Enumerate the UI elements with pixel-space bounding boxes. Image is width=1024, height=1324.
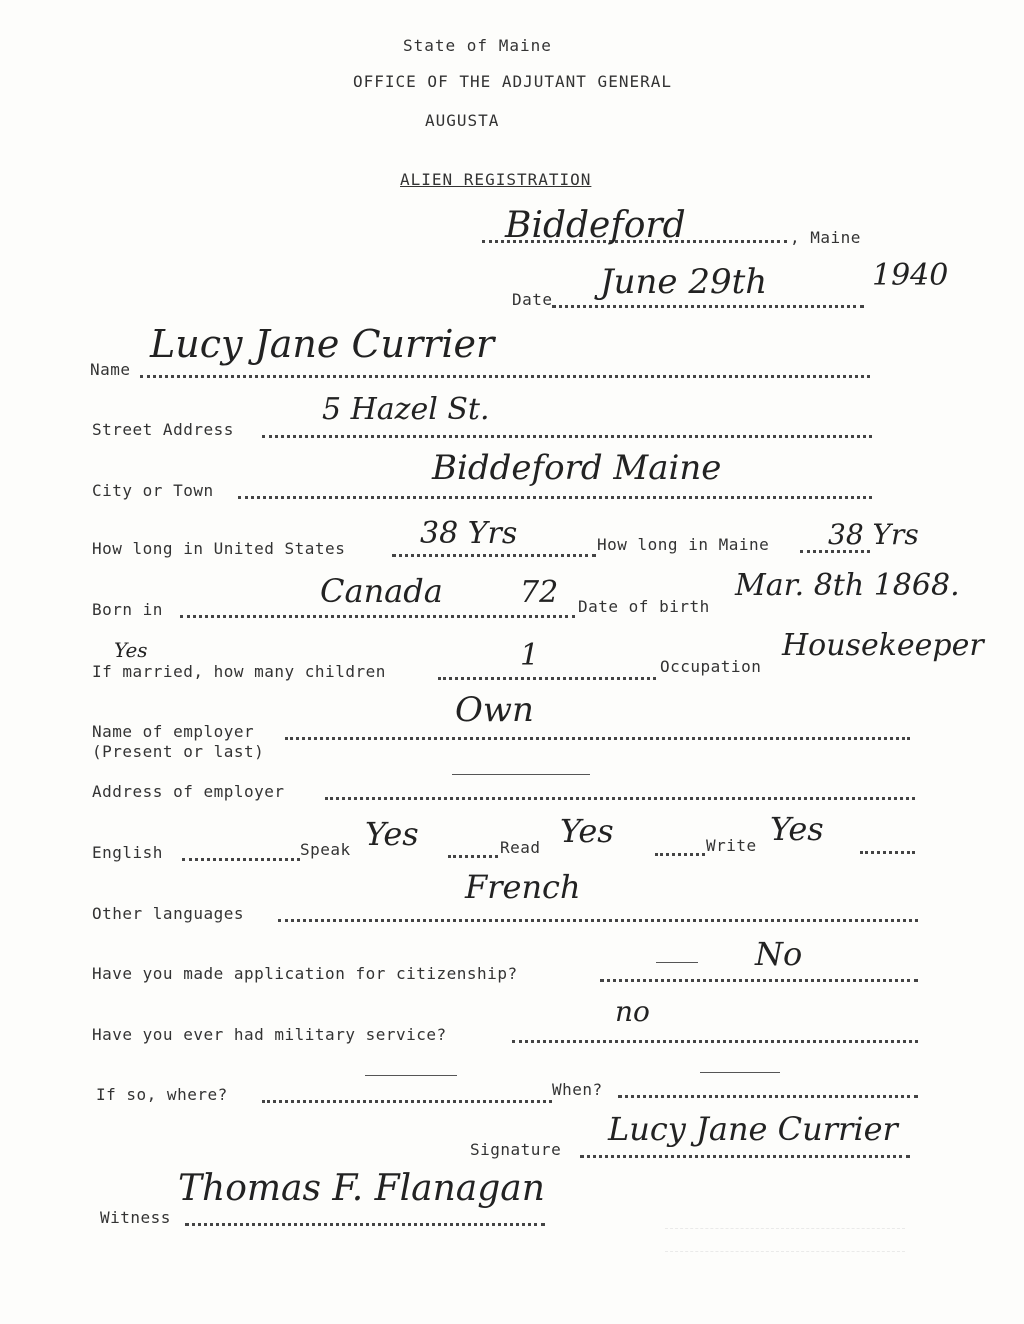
occupation-value: Housekeeper: [782, 628, 984, 663]
citizenship-dash: [656, 962, 698, 963]
years-us-dots: [392, 554, 596, 557]
born-in-value: Canada: [320, 572, 443, 610]
years-maine-value: 38 Yrs: [828, 518, 919, 551]
birth-date-value: Mar. 8th 1868.: [735, 568, 960, 603]
city-dots: [238, 496, 872, 499]
children-dots: [438, 677, 656, 680]
where-dots: [262, 1100, 552, 1103]
read-label: Read: [500, 838, 541, 857]
employer-label: Name of employer: [92, 722, 255, 741]
other-languages-label: Other languages: [92, 904, 244, 923]
write-value: Yes: [770, 810, 824, 848]
write-label: Write: [706, 836, 757, 855]
date-value: June 29th: [600, 262, 768, 302]
children-label: If married, how many children: [92, 662, 386, 681]
signature-value: Lucy Jane Currier: [608, 1110, 898, 1148]
read-value: Yes: [560, 812, 614, 850]
years-us-label: How long in United States: [92, 539, 346, 558]
citizenship-dots: [600, 979, 918, 982]
date-year: 1940: [872, 258, 949, 293]
faint-stamp-impression: [665, 1228, 905, 1252]
city-header: AUGUSTA: [425, 111, 500, 130]
name-label: Name: [90, 360, 131, 379]
location-label: , Maine: [790, 228, 861, 247]
children-value: 1: [520, 638, 540, 673]
employer-address-label: Address of employer: [92, 782, 285, 801]
office-header: OFFICE OF THE ADJUTANT GENERAL: [353, 72, 672, 91]
city-value: Biddeford Maine: [432, 448, 722, 488]
english-dots-c: [655, 853, 705, 856]
street-value: 5 Hazel St.: [322, 392, 490, 427]
years-maine-label: How long in Maine: [597, 535, 770, 554]
military-label: Have you ever had military service?: [92, 1025, 447, 1044]
witness-dots: [185, 1223, 545, 1226]
city-label: City or Town: [92, 481, 214, 500]
street-label: Street Address: [92, 420, 234, 439]
citizenship-label: Have you made application for citizenship?: [92, 964, 518, 983]
english-dots-b: [448, 855, 498, 858]
witness-label: Witness: [100, 1208, 171, 1227]
name-dots: [140, 375, 870, 378]
married-note: Yes: [114, 638, 148, 662]
speak-label: Speak: [300, 840, 351, 859]
employer-address-dash: [452, 774, 590, 775]
born-in-label: Born in: [92, 600, 163, 619]
birth-date-label: Date of birth: [578, 597, 710, 616]
other-languages-dots: [278, 919, 918, 922]
speak-value: Yes: [365, 815, 419, 853]
date-dots: [552, 305, 864, 308]
where-label: If so, where?: [96, 1085, 228, 1104]
employer-address-dots: [325, 797, 915, 800]
location-value: Biddeford: [505, 205, 686, 246]
english-dots-d: [860, 851, 915, 854]
state-header: State of Maine: [403, 36, 552, 55]
employer-sublabel: (Present or last): [92, 742, 265, 761]
years-us-value: 38 Yrs: [420, 516, 518, 551]
street-dots: [262, 435, 872, 438]
employer-dots: [285, 737, 910, 740]
age-value: 72: [520, 575, 559, 610]
born-in-dots: [180, 615, 575, 618]
english-dots-a: [182, 858, 300, 861]
signature-label: Signature: [470, 1140, 562, 1159]
military-dots: [512, 1040, 918, 1043]
citizenship-value: No: [755, 935, 803, 973]
when-label: When?: [552, 1080, 603, 1099]
witness-value: Thomas F. Flanagan: [178, 1168, 545, 1209]
form-title: ALIEN REGISTRATION: [400, 170, 592, 189]
when-dots: [618, 1095, 918, 1098]
date-label: Date: [512, 290, 553, 309]
where-dash: [365, 1075, 457, 1076]
english-label: English: [92, 843, 163, 862]
employer-value: Own: [455, 690, 534, 730]
occupation-label: Occupation: [660, 657, 762, 676]
name-value: Lucy Jane Currier: [150, 322, 495, 366]
military-value: no: [615, 995, 650, 1028]
signature-dots: [580, 1155, 910, 1158]
other-languages-value: French: [465, 868, 581, 906]
when-dash: [700, 1072, 780, 1073]
